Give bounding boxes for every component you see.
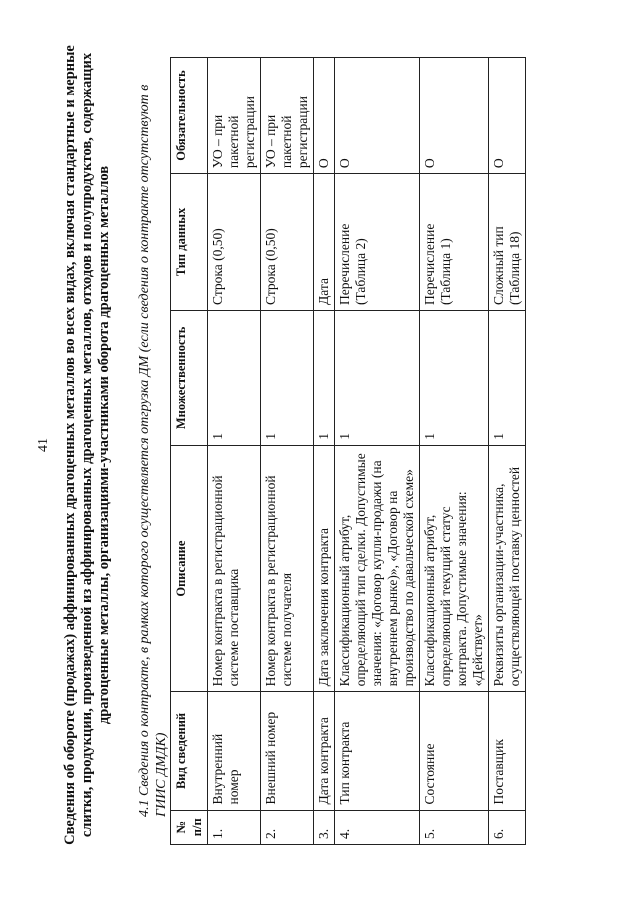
section-title bbox=[136, 57, 170, 817]
header-type: Тип данных bbox=[171, 174, 208, 311]
cell-desc: Дата заключения контракта bbox=[314, 445, 335, 692]
cell-kind: Внешний номер bbox=[261, 692, 314, 810]
cell-num: 5. bbox=[420, 810, 489, 844]
cell-desc: Классификационный атрибут, определяющий тип сделки. Допустимые значения: «Договор купли-продажи (на внутреннем рынке)», «Договор на производство по давальческой схеме» bbox=[335, 445, 420, 692]
cell-req: УО – при пакетной регистрации bbox=[208, 58, 261, 174]
table-row bbox=[489, 58, 526, 845]
section-number: 4.1 bbox=[137, 799, 152, 817]
header-req: Обязательность bbox=[171, 58, 208, 174]
cell-type: Строка (0,50) bbox=[261, 174, 314, 311]
header-num: № п/п bbox=[171, 810, 208, 844]
cell-mult: 1 bbox=[489, 310, 526, 445]
cell-req: О bbox=[314, 58, 335, 174]
table-row bbox=[208, 58, 261, 845]
cell-type: Перечисление (Таблица 2) bbox=[335, 174, 420, 311]
cell-mult: 1 bbox=[335, 310, 420, 445]
cell-req: УО – при пакетной регистрации bbox=[261, 58, 314, 174]
cell-desc: Классификационный атрибут, определяющий текущий статус контракта. Допустимые значения: «Действует» bbox=[420, 445, 489, 692]
table-header-row bbox=[171, 58, 208, 845]
cell-num: 2. bbox=[261, 810, 314, 844]
cell-desc: Реквизиты организации-участника, осуществляющей поставку ценностей bbox=[489, 445, 526, 692]
cell-mult: 1 bbox=[420, 310, 489, 445]
page-number: 41 bbox=[36, 438, 51, 452]
cell-type: Перечисление (Таблица 1) bbox=[420, 174, 489, 311]
cell-kind: Внутренний номер bbox=[208, 692, 261, 810]
table-row bbox=[420, 58, 489, 845]
cell-num: 6. bbox=[489, 810, 526, 844]
cell-kind: Поставщик bbox=[489, 692, 526, 810]
cell-kind: Дата контракта bbox=[314, 692, 335, 810]
cell-num: 4. bbox=[335, 810, 420, 844]
header-desc: Описание bbox=[171, 445, 208, 692]
cell-kind: Тип контракта bbox=[335, 692, 420, 810]
header-mult: Множественность bbox=[171, 310, 208, 445]
cell-desc: Номер контракта в регистрационной системе поставщика bbox=[208, 445, 261, 692]
table-row bbox=[314, 58, 335, 845]
cell-kind: Состояние bbox=[420, 692, 489, 810]
table-row bbox=[335, 58, 420, 845]
cell-num: 3. bbox=[314, 810, 335, 844]
cell-req: О bbox=[489, 58, 526, 174]
document-heading: Сведения об обороте (продажах) аффинированных драгоценных металлов во всех видах, включая стандартные и мерные слитки, продукции, произведенной из аффинированных драгоценных металлов, отходов и полупродуктов, содержащих драгоценные металлы, организациями-участниками оборота драгоценных металлов bbox=[62, 45, 112, 845]
cell-desc: Номер контракта в регистрационной системе получателя bbox=[261, 445, 314, 692]
cell-req: О bbox=[335, 58, 420, 174]
cell-type: Сложный тип (Таблица 18) bbox=[489, 174, 526, 311]
table-row bbox=[261, 58, 314, 845]
cell-mult: 1 bbox=[261, 310, 314, 445]
cell-num: 1. bbox=[208, 810, 261, 844]
cell-type: Строка (0,50) bbox=[208, 174, 261, 311]
cell-mult: 1 bbox=[314, 310, 335, 445]
header-kind: Вид сведений bbox=[171, 692, 208, 810]
section-text: Сведения о контракте, в рамках которого осуществляется отгрузка ДМ (если сведения о контракте отсутствуют в ГИИС ДМДК) bbox=[137, 84, 169, 817]
cell-mult: 1 bbox=[208, 310, 261, 445]
cell-req: О bbox=[420, 58, 489, 174]
contract-fields-table bbox=[170, 57, 526, 845]
cell-type: Дата bbox=[314, 174, 335, 311]
